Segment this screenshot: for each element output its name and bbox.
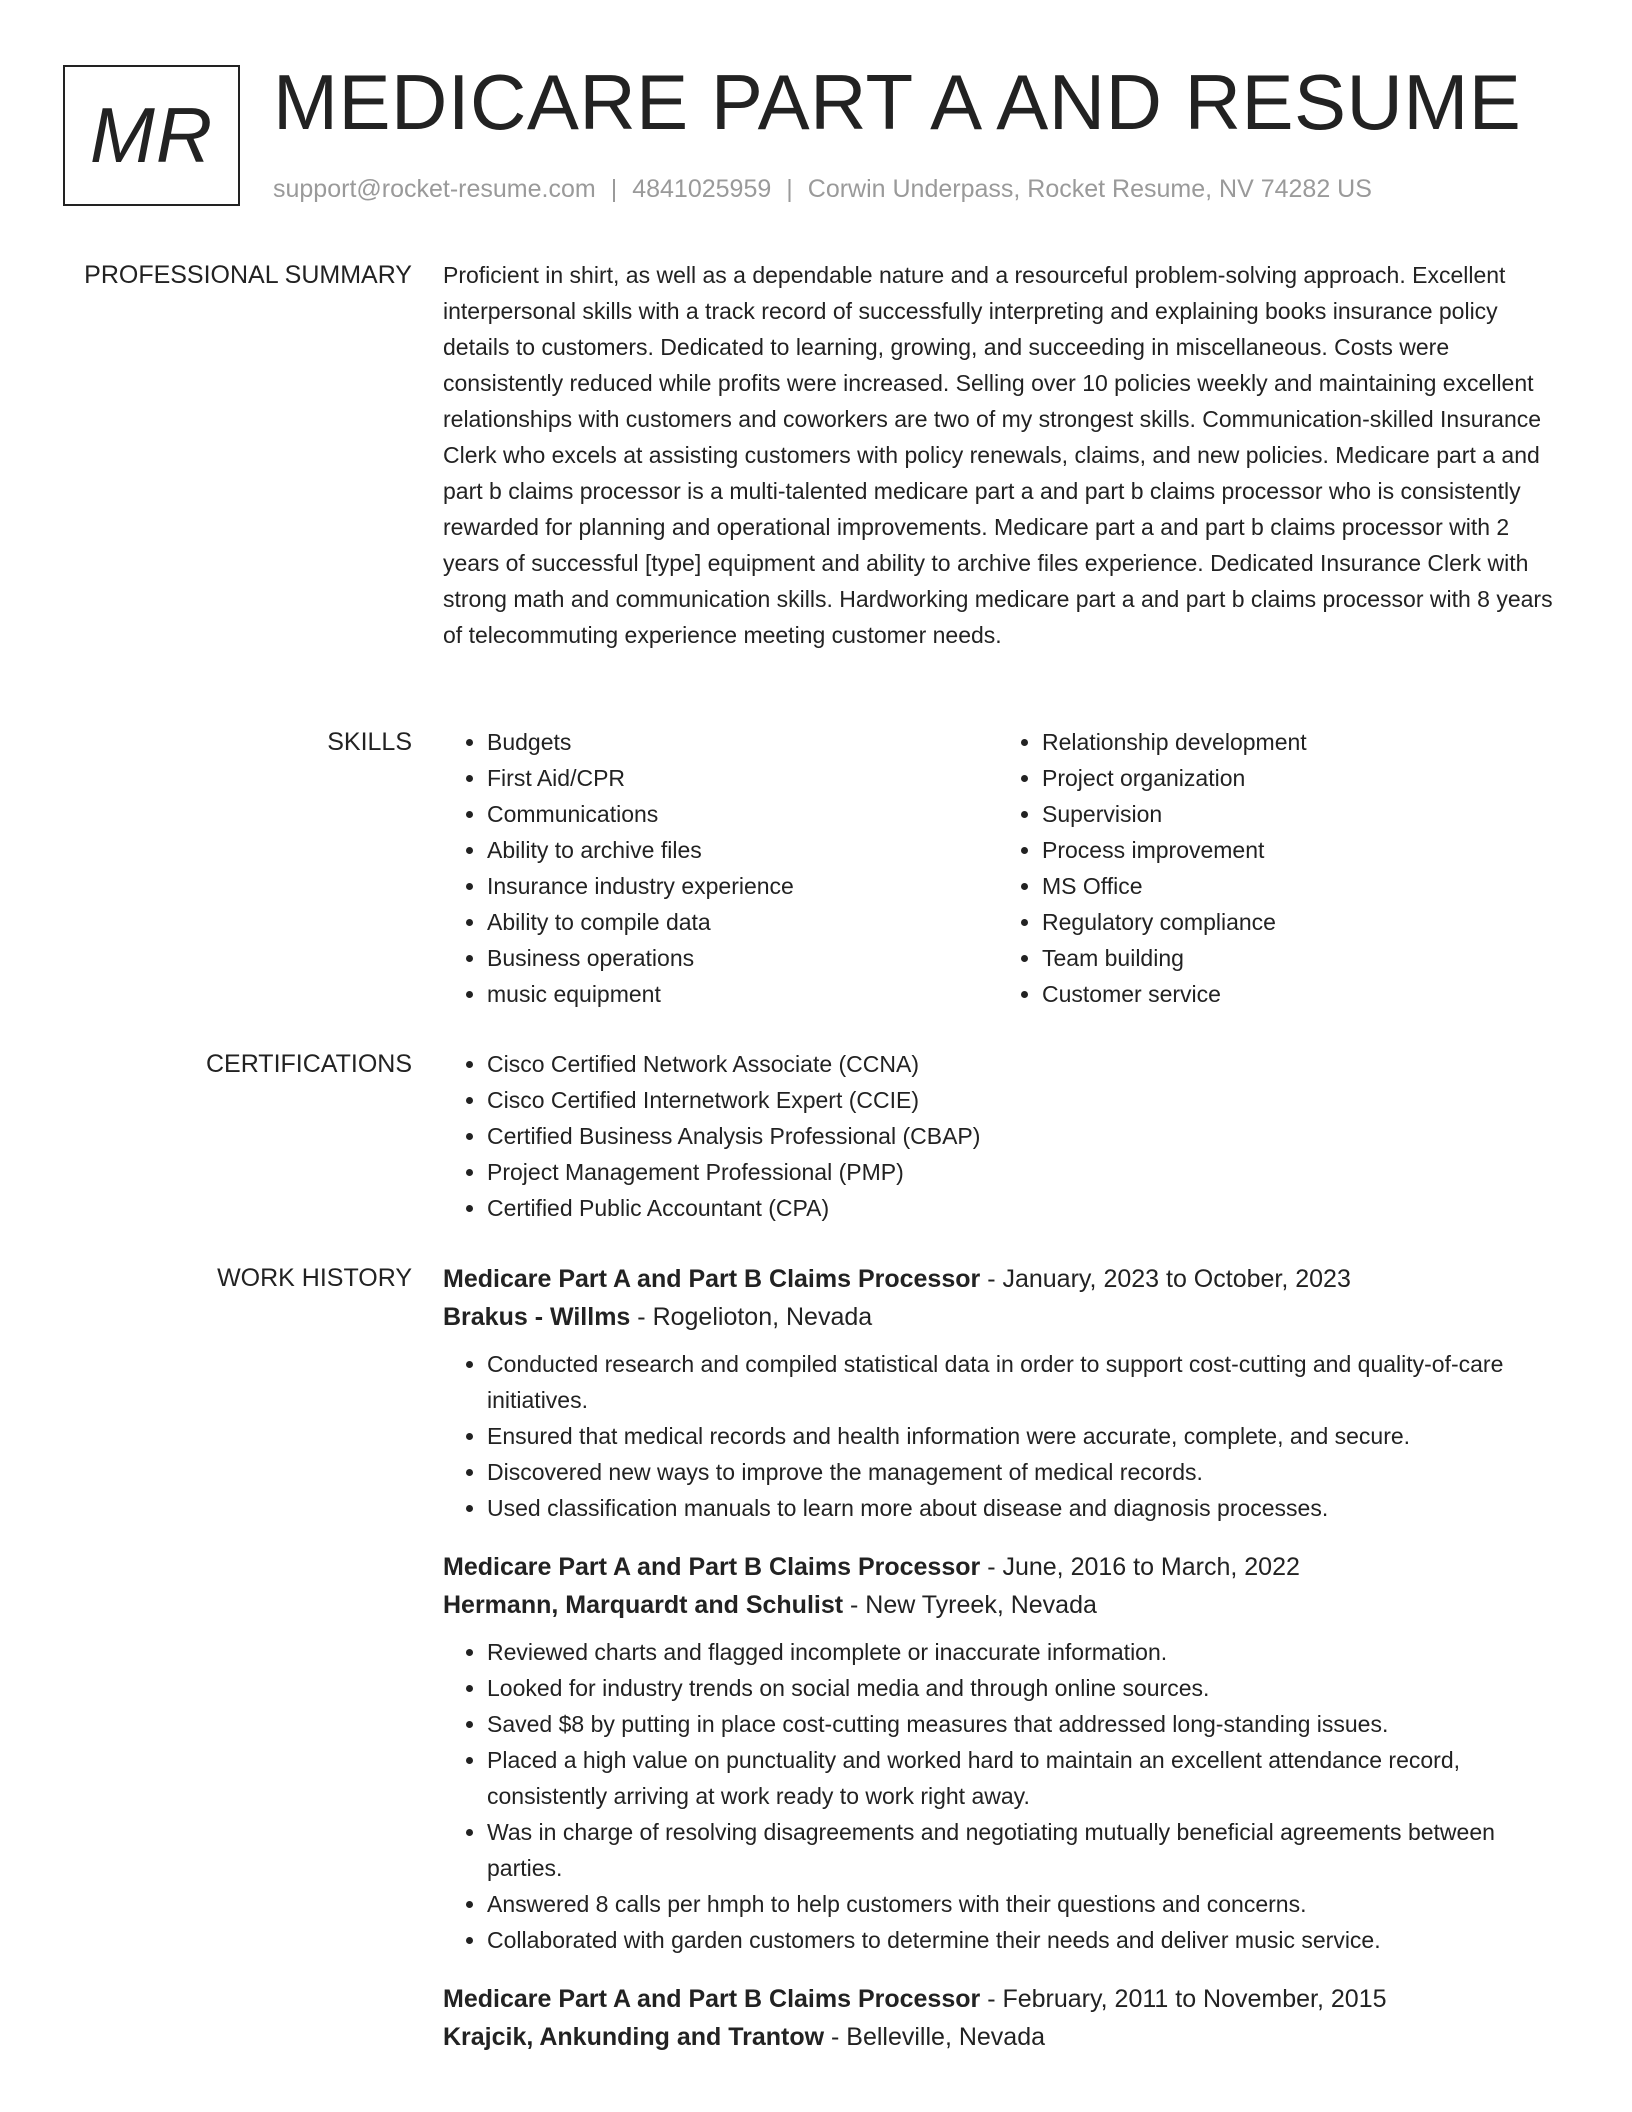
skill-item: • Ability to compile data [487, 904, 998, 940]
certification-item: • Certified Business Analysis Professional (CBAP) [487, 1118, 1553, 1154]
job-location: - Rogelioton, Nevada [637, 1303, 873, 1331]
skill-item: • Insurance industry experience [487, 868, 998, 904]
summary-text: Proficient in shirt, as well as a dependable nature and a resourceful problem-solving approach. Excellent interpersonal skills with a track record of successfully interpreting and explaining books insurance policy details to customers. Dedicated to learning, growing, and succeeding in miscellaneous. Costs were consistently reduced while profits were increased. Selling over 10 policies weekly and maintaining excellent relationships with customers and coworkers are two of my strongest skills. Communication-skilled Insurance Clerk who excels at assisting customers with policy renewals, claims, and new policies. Medicare part a and part b claims processor is a multi-talented medicare part a and part b claims processor who is consistently rewarded for planning and operational improvements. Medicare part a and part b claims processor with 2 years of successful [type] equipment and ability to archive files experience. Dedicated Insurance Clerk with strong math and communication skills. Hardworking medicare part a and part b claims processor with 8 years of telecommuting experience meeting customer needs. [443, 262, 1553, 648]
job-bullet: • Answered 8 calls per hmph to help customers with their questions and concerns. [487, 1886, 1553, 1922]
skill-item: • Relationship development [1042, 724, 1553, 760]
resume-title: MEDICARE PART A AND RESUME [273, 58, 1522, 146]
skills-list-right [998, 724, 1553, 1012]
job-bullet: • Collaborated with garden customers to determine their needs and deliver music service. [487, 1922, 1553, 1958]
skills-list-left [443, 724, 998, 1012]
skill-item: • music equipment [487, 976, 998, 1012]
work-history-list [443, 1260, 1553, 2056]
certification-item: • Cisco Certified Internetwork Expert (CCIE) [487, 1082, 1553, 1118]
certification-item: • Project Management Professional (PMP) [487, 1154, 1553, 1190]
skill-item: • Process improvement [1042, 832, 1553, 868]
certification-item: • Cisco Certified Network Associate (CCNA) [487, 1046, 1553, 1082]
skill-item: • Business operations [487, 940, 998, 976]
job-bullet: • Saved $8 by putting in place cost-cutting measures that addressed long-standing issues. [487, 1706, 1553, 1742]
job-bullets [443, 1346, 1553, 1526]
skill-item: • Ability to archive files [487, 832, 998, 868]
skill-item: • Supervision [1042, 796, 1553, 832]
job-bullet: • Discovered new ways to improve the management of medical records. [487, 1454, 1553, 1490]
monogram-box [63, 65, 240, 206]
job-entry [443, 1980, 1553, 2056]
job-company: Brakus - Willms [443, 1303, 631, 1331]
job-employer [443, 1298, 1553, 1336]
job-bullet: • Conducted research and compiled statistical data in order to support cost-cutting and quality-of-care initiatives. [487, 1346, 1553, 1418]
job-title: Medicare Part A and Part B Claims Processor [443, 1985, 981, 2013]
job-dates: - January, 2023 to October, 2023 [987, 1265, 1351, 1293]
contact-phone[interactable]: 4841025959 [632, 175, 772, 203]
section-label: WORK HISTORY [217, 1264, 412, 1292]
job-dates: - February, 2011 to November, 2015 [987, 1985, 1387, 2013]
job-title: Medicare Part A and Part B Claims Processor [443, 1265, 981, 1293]
job-dates: - June, 2016 to March, 2022 [987, 1553, 1300, 1581]
job-location: - Belleville, Nevada [831, 2023, 1046, 2051]
job-bullet: • Ensured that medical records and health information were accurate, complete, and secure. [487, 1418, 1553, 1454]
skill-item: • Budgets [487, 724, 998, 760]
job-title: Medicare Part A and Part B Claims Processor [443, 1553, 981, 1581]
job-company: Krajcik, Ankunding and Trantow [443, 2023, 825, 2051]
job-employer [443, 2018, 1553, 2056]
contact-email[interactable]: support@rocket-resume.com [273, 175, 596, 203]
job-heading [443, 1548, 1553, 1586]
skill-item: • First Aid/CPR [487, 760, 998, 796]
contact-separator: | [610, 175, 618, 203]
skill-item: • MS Office [1042, 868, 1553, 904]
certifications-list [443, 1046, 1553, 1226]
skill-item: • Regulatory compliance [1042, 904, 1553, 940]
job-location: - New Tyreek, Nevada [850, 1591, 1097, 1619]
job-bullet: • Was in charge of resolving disagreements and negotiating mutually beneficial agreements between parties. [487, 1814, 1553, 1886]
section-label: SKILLS [327, 728, 412, 756]
skill-item: • Customer service [1042, 976, 1553, 1012]
contact-separator: | [786, 175, 793, 203]
job-bullet: • Used classification manuals to learn more about disease and diagnosis processes. [487, 1490, 1553, 1526]
job-entry [443, 1548, 1553, 1958]
contact-line [273, 172, 1372, 206]
monogram-initials: MR [89, 91, 214, 179]
job-employer [443, 1586, 1553, 1624]
contact-address: Corwin Underpass, Rocket Resume, NV 74282 US [807, 175, 1372, 203]
skill-item: • Team building [1042, 940, 1553, 976]
job-bullet: • Reviewed charts and flagged incomplete or inaccurate information. [487, 1634, 1553, 1670]
job-entry [443, 1260, 1553, 1526]
job-company: Hermann, Marquardt and Schulist [443, 1591, 844, 1619]
section-label: CERTIFICATIONS [205, 1050, 412, 1078]
certification-item: • Certified Public Accountant (CPA) [487, 1190, 1553, 1226]
job-heading [443, 1980, 1553, 2018]
job-bullets [443, 1634, 1553, 1958]
job-bullet: • Looked for industry trends on social media and through online sources. [487, 1670, 1553, 1706]
job-heading [443, 1260, 1553, 1298]
section-label: PROFESSIONAL SUMMARY [84, 261, 412, 289]
job-bullet: • Placed a high value on punctuality and worked hard to maintain an excellent attendance record, consistently arriving at work ready to work right away. [487, 1742, 1553, 1814]
skill-item: • Project organization [1042, 760, 1553, 796]
skill-item: • Communications [487, 796, 998, 832]
